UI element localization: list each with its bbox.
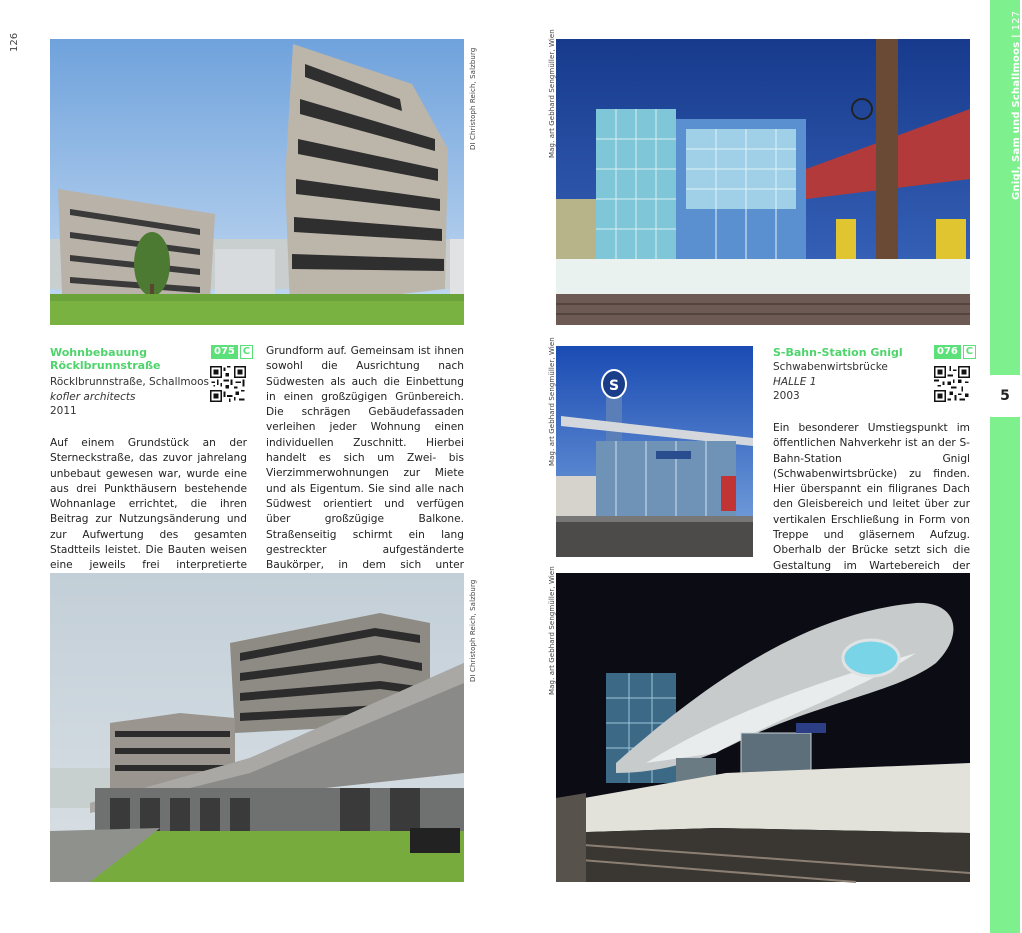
photo-credit-left-top: DI Christoph Reich, Salzburg [469, 47, 477, 150]
running-head: Gnigl, Sam und Schallmoos | 127 [1011, 10, 1022, 200]
entry-architect-station: HALLE 1 [773, 375, 817, 388]
photo-credit-left-bottom: DI Christoph Reich, Salzburg [469, 579, 477, 682]
entry-year-station: 2003 [773, 390, 800, 402]
entry-title-station: S-Bahn-Station Gnigl [773, 346, 903, 359]
entry-title [50, 346, 210, 372]
photo-station-bottom [556, 573, 970, 882]
page-number-left: 126 [9, 32, 20, 52]
entry-title-line1: Wohnbebauung [50, 346, 147, 359]
entry-category: C [240, 345, 253, 359]
entry-meta-station [773, 360, 933, 404]
entry-architect: kofler architects [50, 390, 136, 403]
chapter-number: 5 [1000, 388, 1010, 404]
photo-credit-right-middle: Mag. art Gebhard Sengmüller, Wien [548, 337, 556, 466]
photo-residential-bottom [50, 573, 464, 882]
photo-station-top [556, 39, 970, 325]
entry-number-badge-station [934, 345, 976, 359]
entry-meta [50, 375, 210, 419]
entry-category-station: C [963, 345, 976, 359]
page-number-right: 127 [1011, 10, 1022, 31]
running-head-title: Gnigl, Sam und Schallmoos [1011, 41, 1022, 200]
photo-credit-right-top: Mag. art Gebhard Sengmüller, Wien [548, 29, 556, 158]
entry-text-column-2: Grundform auf. Gemeinsam ist ihnen sowohl die Ausrichtung nach Südwesten als auch die Einbettung in einen großzügigen Grünbereich. Die schrägen Gebäudefassaden verleihen jeder Wohnung einen individuellen Zuschnitt. Hierbei handelt es sich um Zwei- bis Vierzimmerwohnungen zur Miete und als Eigentum. Sie sind alle nach Südwest orientiert und verfügen über großzügige Balkone. Straßenseitig schirmt ein lang gestreckter aufgeständerte Baukörper, in dem sich unter [266, 345, 464, 572]
entry-number: 075 [211, 345, 238, 359]
photo-credit-right-bottom: Mag. art Gebhard Sengmüller, Wien [548, 566, 556, 695]
photo-station-middle [556, 346, 753, 557]
entry-number-station: 076 [934, 345, 961, 359]
entry-address: Röcklbrunnstraße, Schallmoos [50, 376, 209, 388]
photo-residential-top [50, 39, 464, 325]
qr-code-icon-station[interactable] [934, 366, 970, 402]
qr-code-icon[interactable] [210, 366, 246, 402]
entry-year: 2011 [50, 405, 77, 417]
entry-number-badge [211, 345, 253, 359]
entry-title-line2: Röcklbrunnstraße [50, 359, 161, 372]
svg-text:S: S [608, 378, 620, 394]
entry-address-station: Schwabenwirtsbrücke [773, 361, 888, 373]
entry-text-column-1: Auf einem Grundstück an der Sterneckstraße, das zuvor jahrelang unbebaut gewesen war, wurde eine aus drei Punkthäusern bestehende Wohnanlage errichtet, die ihren Beitrag zur Nutzungsänderung und zur Aufwertung des gesamten Stadtteils leistet. Die Bauten weisen eine jeweils frei interpretierte [50, 437, 247, 572]
entry-text-station: Ein besonderer Umstiegspunkt im öffentlichen Nahverkehr ist an der S-Bahn-Station Gnigl (Schwabenwirtsbrücke) zu finden. Hier überspannt ein filigranes Dach den Gleisbereich und leitet über zur vertikalen Erschließung in Form von Treppe und gläsernem Aufzug. Oberhalb der Brücke setzt sich die Gestaltung im Wartebereich der [773, 422, 970, 572]
